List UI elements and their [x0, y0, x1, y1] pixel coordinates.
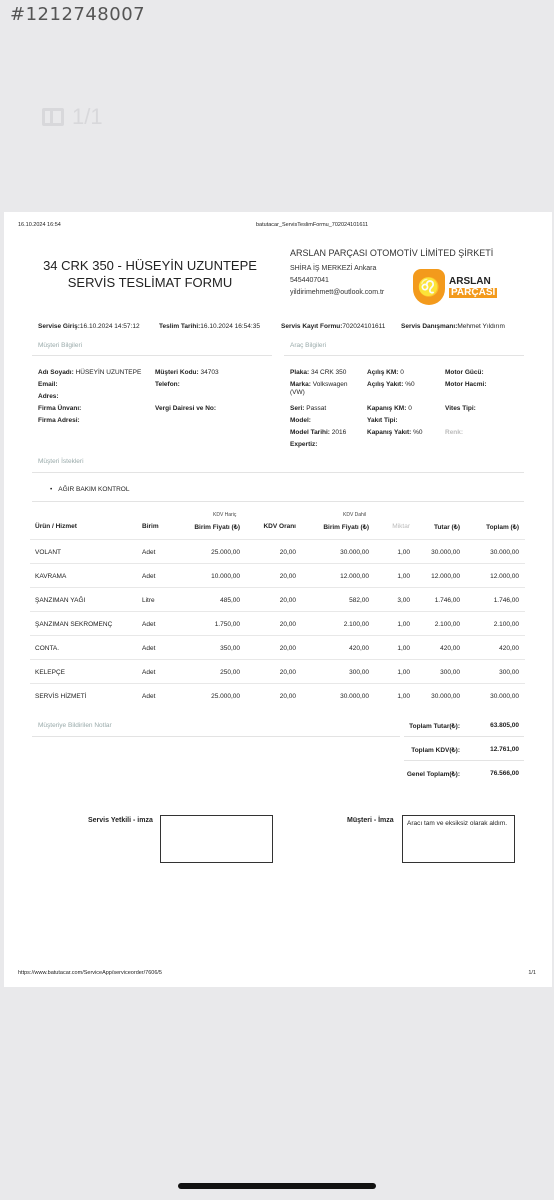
cell-unit: Adet — [142, 669, 156, 676]
company-name: ARSLAN PARÇASI OTOMOTİV LİMİTED ŞİRKETİ — [290, 248, 494, 258]
company-logo — [413, 268, 503, 306]
cell-product: KELEPÇE — [35, 669, 65, 676]
cell-total: 1.746,00 — [493, 597, 519, 604]
subtotal-label: Toplam Tutar(₺): — [409, 723, 460, 730]
engine-volume: Motor Hacmi: — [445, 381, 487, 388]
cell-product: ŞANZIMAN YAĞI — [35, 597, 86, 604]
vehicle-model: Model: — [290, 417, 311, 424]
cell-kdv: 20,00 — [279, 621, 296, 628]
company-phone: 5454407041 — [290, 277, 329, 284]
customer-address: Adres: — [38, 393, 59, 400]
home-indicator[interactable] — [178, 1183, 376, 1189]
col-kdv-rate: KDV Oranı — [263, 523, 296, 530]
grand-total-value: 76.566,00 — [490, 770, 519, 777]
logo-line-2: PARÇASI — [451, 286, 496, 298]
customer-signature-box[interactable] — [402, 815, 515, 863]
cell-price: 1.750,00 — [214, 621, 240, 628]
cell-unit: Adet — [142, 621, 156, 628]
cell-unit: Adet — [142, 645, 156, 652]
cell-product: SERVİS HİZMETİ — [35, 693, 87, 700]
cell-product: KAVRAMA — [35, 573, 67, 580]
cell-total: 2.100,00 — [493, 621, 519, 628]
customer-signature-label: Müşteri - İmza — [347, 817, 394, 824]
cell-total: 300,00 — [499, 669, 519, 676]
cell-qty: 1,00 — [397, 549, 410, 556]
cell-product: VOLANT — [35, 549, 62, 556]
cell-price: 25.000,00 — [211, 549, 240, 556]
footer-url: https://www.batutacar.com/ServiceApp/serviceorder/7606/5 — [18, 970, 162, 976]
cell-amount: 12.000,00 — [431, 573, 460, 580]
cell-kdv: 20,00 — [279, 669, 296, 676]
customer-email: Email: — [38, 381, 58, 388]
cell-product: CONTA. — [35, 645, 60, 652]
document-page — [4, 212, 552, 987]
notes-label: Müşteriye Bildirilen Notlar — [38, 722, 112, 729]
table-row — [30, 659, 525, 683]
logo-line-1: ARSLAN — [449, 275, 491, 287]
service-signature-label: Servis Yetkili - imza — [88, 817, 153, 824]
service-advisor: Servis Danışmanı:Mehmet Yıldırım — [401, 323, 505, 330]
cell-qty: 3,00 — [397, 597, 410, 604]
page-title — [40, 257, 260, 291]
cell-amount: 420,00 — [440, 645, 460, 652]
request-item: • AĞIR BAKIM KONTROL — [50, 486, 129, 493]
col-qty: Miktar — [392, 523, 410, 530]
customer-signature-text: Aracı tam ve eksiksiz olarak aldım. — [407, 820, 508, 827]
divider — [32, 501, 524, 502]
customer-name: Adı Soyadı: HÜSEYİN UZUNTEPE — [38, 369, 142, 376]
cell-price-incl: 582,00 — [349, 597, 369, 604]
kdv-excl-note: KDV Hariç — [213, 512, 237, 518]
customer-section-title: Müşteri Bilgileri — [38, 342, 83, 349]
divider — [404, 736, 524, 737]
company-title: Firma Ünvanı: — [38, 405, 82, 412]
document-icon — [42, 108, 64, 126]
cell-kdv: 20,00 — [279, 573, 296, 580]
table-row — [30, 587, 525, 611]
cell-kdv: 20,00 — [279, 597, 296, 604]
open-fuel: Açılış Yakıt: %0 — [367, 381, 415, 388]
cell-amount: 2.100,00 — [434, 621, 460, 628]
company-email: yildirimehmett@outlook.com.tr — [290, 289, 385, 296]
cell-price-incl: 12.000,00 — [340, 573, 369, 580]
col-total: Toplam (₺) — [486, 524, 519, 531]
cell-price-incl: 300,00 — [349, 669, 369, 676]
divider — [284, 355, 524, 356]
divider — [404, 760, 524, 761]
title-line-2: SERVİS TESLİMAT FORMU — [67, 275, 233, 290]
cell-total: 420,00 — [499, 645, 519, 652]
company-address: SHİRA İŞ MERKEZİ Ankara — [290, 265, 377, 272]
col-product: Ürün / Hizmet — [35, 523, 77, 530]
lion-icon: ♌ — [413, 269, 445, 305]
page-counter[interactable] — [42, 104, 103, 130]
tax-office: Vergi Dairesi ve No: — [155, 405, 217, 412]
vehicle-plate: Plaka: 34 CRK 350 — [290, 369, 347, 376]
cell-kdv: 20,00 — [279, 549, 296, 556]
cell-price-incl: 30.000,00 — [340, 549, 369, 556]
vehicle-section-title: Araç Bilgileri — [290, 342, 327, 349]
cell-amount: 30.000,00 — [431, 549, 460, 556]
engine-power: Motor Gücü: — [445, 369, 484, 376]
divider — [32, 355, 272, 356]
col-unit: Birim — [142, 523, 159, 530]
table-row — [30, 611, 525, 635]
table-row — [30, 563, 525, 587]
cell-product: ŞANZIMAN SEKROMENÇ — [35, 621, 113, 628]
cell-price: 25.000,00 — [211, 693, 240, 700]
col-unit-price-incl: Birim Fiyatı (₺) — [323, 524, 369, 531]
cell-qty: 1,00 — [397, 573, 410, 580]
print-title: batutacar_ServisTeslimFormu_702024101611 — [256, 222, 369, 228]
kdv-total-label: Toplam KDV(₺): — [411, 747, 460, 754]
vehicle-expertise: Expertiz: — [290, 441, 318, 448]
service-signature-box[interactable] — [160, 815, 273, 863]
requests-section-title: Müşteri İstekleri — [38, 458, 84, 465]
cell-price-incl: 420,00 — [349, 645, 369, 652]
cell-price: 350,00 — [220, 645, 240, 652]
footer-page: 1/1 — [528, 970, 536, 976]
cell-amount: 1.746,00 — [434, 597, 460, 604]
vehicle-color: Renk: — [445, 429, 464, 436]
subtotal-value: 63.805,00 — [490, 722, 519, 729]
customer-phone: Telefon: — [155, 381, 180, 388]
vehicle-series: Seri: Passat — [290, 405, 327, 412]
cell-total: 30.000,00 — [490, 693, 519, 700]
listing-id: #1212748007 — [10, 4, 146, 25]
vehicle-brand: Marka: Volkswagen (VW) — [290, 381, 348, 396]
cell-price: 10.000,00 — [211, 573, 240, 580]
divider — [32, 472, 524, 473]
customer-code: Müşteri Kodu: 34703 — [155, 369, 219, 376]
cell-unit: Adet — [142, 573, 156, 580]
cell-price: 250,00 — [220, 669, 240, 676]
kdv-total-value: 12.761,00 — [490, 746, 519, 753]
cell-qty: 1,00 — [397, 645, 410, 652]
col-amount: Tutar (₺) — [433, 524, 460, 531]
print-date: 16.10.2024 16:54 — [18, 222, 61, 228]
cell-qty: 1,00 — [397, 693, 410, 700]
cell-qty: 1,00 — [397, 621, 410, 628]
divider — [32, 736, 400, 737]
kdv-incl-note: KDV Dahil — [343, 512, 367, 518]
table-row — [30, 539, 525, 563]
fuel-type: Yakıt Tipi: — [367, 417, 398, 424]
cell-unit: Litre — [142, 597, 155, 604]
open-km: Açılış KM: 0 — [367, 369, 404, 376]
close-km: Kapanış KM: 0 — [367, 405, 412, 412]
cell-qty: 1,00 — [397, 669, 410, 676]
cell-amount: 30.000,00 — [431, 693, 460, 700]
close-fuel: Kapanış Yakıt: %0 — [367, 429, 423, 436]
cell-price: 485,00 — [220, 597, 240, 604]
cell-total: 12.000,00 — [490, 573, 519, 580]
cell-total: 30.000,00 — [490, 549, 519, 556]
cell-kdv: 20,00 — [279, 645, 296, 652]
vehicle-model-year: Model Tarihi: 2016 — [290, 429, 347, 436]
record-form: Servis Kayıt Formu:702024101611 — [281, 323, 386, 330]
cell-kdv: 20,00 — [279, 693, 296, 700]
cell-price-incl: 2.100,00 — [343, 621, 369, 628]
col-unit-price: Birim Fiyatı (₺) — [194, 524, 240, 531]
grand-total-label: Genel Toplam(₺): — [406, 771, 460, 778]
service-entry: Servise Giriş:16.10.2024 14:57:12 — [38, 323, 140, 330]
table-row — [30, 683, 525, 707]
company-address-field: Firma Adresi: — [38, 417, 80, 424]
title-line-1: 34 CRK 350 - HÜSEYİN UZUNTEPE — [43, 258, 257, 273]
gear-type: Vites Tipi: — [445, 405, 476, 412]
cell-unit: Adet — [142, 549, 156, 556]
delivery-date: Teslim Tarihi:16.10.2024 16:54:35 — [159, 323, 260, 330]
cell-price-incl: 30.000,00 — [340, 693, 369, 700]
table-row — [30, 635, 525, 659]
cell-unit: Adet — [142, 693, 156, 700]
cell-amount: 300,00 — [440, 669, 460, 676]
page-counter-text: 1/1 — [72, 104, 103, 129]
